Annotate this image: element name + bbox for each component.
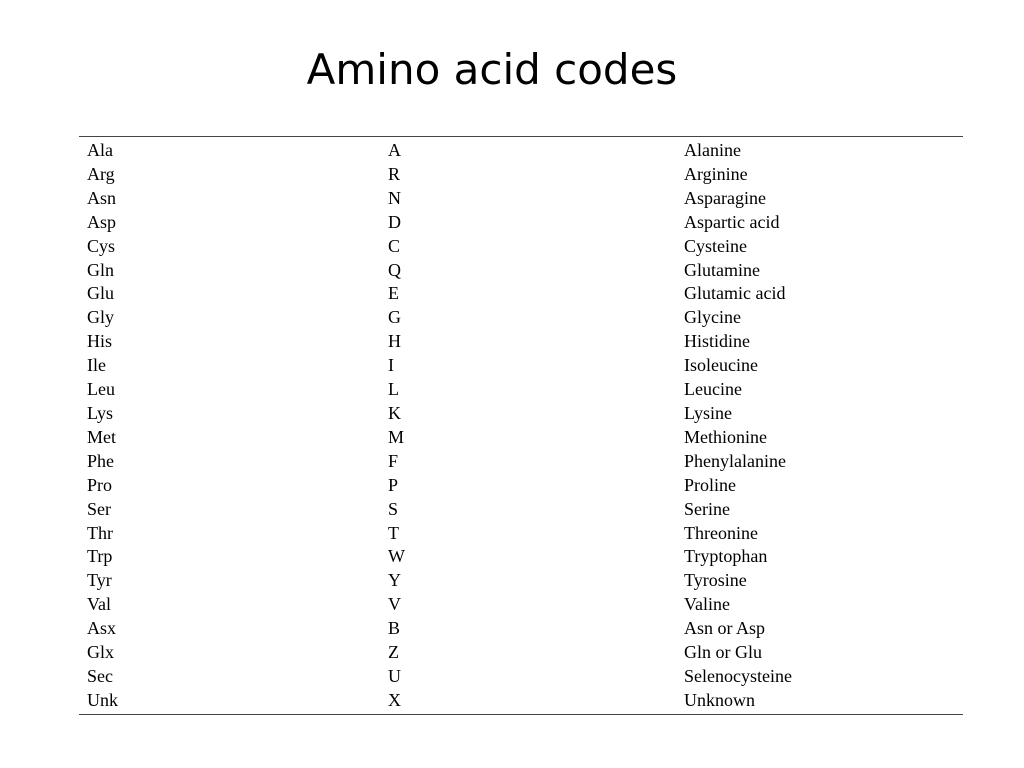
three-letter-code: Unk <box>87 689 118 710</box>
one-letter-code: W <box>388 546 405 567</box>
three-letter-code: Trp <box>87 546 113 567</box>
one-letter-code: A <box>388 140 401 160</box>
one-letter-code: S <box>388 498 399 519</box>
one-letter-code: Q <box>388 259 401 280</box>
one-letter-code: C <box>388 235 401 256</box>
one-letter-code: G <box>388 307 401 328</box>
table-row <box>79 498 963 522</box>
table-row <box>79 545 963 569</box>
one-letter-code: U <box>388 665 401 686</box>
one-letter-code: L <box>388 379 399 400</box>
amino-acid-name: Histidine <box>684 331 750 352</box>
three-letter-code: Lys <box>87 402 114 423</box>
table-row <box>79 211 963 235</box>
table-row <box>79 665 963 689</box>
table-row <box>79 187 963 211</box>
table-row <box>79 641 963 665</box>
table-row <box>79 354 963 378</box>
table-row <box>79 569 963 593</box>
one-letter-code: N <box>388 187 401 208</box>
amino-acid-name: Proline <box>684 474 736 495</box>
table-row <box>79 282 963 306</box>
amino-acid-name: Glycine <box>684 307 741 328</box>
table-row <box>79 593 963 617</box>
three-letter-code: Gln <box>87 259 114 280</box>
three-letter-code: Thr <box>87 522 113 543</box>
amino-acid-name: Leucine <box>684 379 742 400</box>
amino-acid-name: Serine <box>684 498 730 519</box>
amino-acid-name: Lysine <box>684 402 732 423</box>
amino-acid-name: Glutamine <box>684 259 760 280</box>
table-row <box>79 235 963 259</box>
one-letter-code: M <box>388 426 405 447</box>
table-row <box>79 474 963 498</box>
three-letter-code: Ala <box>87 140 113 160</box>
three-letter-code: Tyr <box>87 570 112 591</box>
amino-acid-name: Asparagine <box>684 187 766 208</box>
table-row <box>79 522 963 546</box>
amino-acid-name: Valine <box>684 594 730 615</box>
one-letter-code: P <box>388 474 399 495</box>
three-letter-code: Leu <box>87 379 115 400</box>
amino-acid-name: Cysteine <box>684 235 747 256</box>
table-row <box>79 163 963 187</box>
codes-table-body <box>79 137 963 715</box>
table-row <box>79 306 963 330</box>
three-letter-code: Ser <box>87 498 111 519</box>
amino-acid-name: Tryptophan <box>684 546 768 567</box>
amino-acid-name: Isoleucine <box>684 355 758 376</box>
table-row <box>79 378 963 402</box>
amino-acid-codes-table <box>79 136 963 715</box>
amino-acid-name: Selenocysteine <box>684 665 792 686</box>
three-letter-code: Val <box>87 594 111 615</box>
amino-acid-name: Phenylalanine <box>684 450 786 471</box>
three-letter-code: Cys <box>87 235 116 256</box>
three-letter-code: Pro <box>87 474 113 495</box>
one-letter-code: E <box>388 283 399 304</box>
one-letter-code: Y <box>388 570 401 591</box>
three-letter-code: Glx <box>87 642 114 663</box>
amino-acid-name: Arginine <box>684 163 748 184</box>
three-letter-code: Gly <box>87 307 114 328</box>
three-letter-code: Glu <box>87 283 114 304</box>
one-letter-code: R <box>388 163 401 184</box>
amino-acid-name: Tyrosine <box>684 570 747 591</box>
table-row <box>79 402 963 426</box>
table-row <box>79 259 963 283</box>
three-letter-code: Met <box>87 426 116 447</box>
amino-acid-name: Asn or Asp <box>684 618 766 639</box>
three-letter-code: Phe <box>87 450 114 471</box>
amino-acid-name: Gln or Glu <box>684 642 762 663</box>
slide-title: Amino acid codes <box>306 45 678 94</box>
table-row <box>79 450 963 474</box>
amino-acid-name: Unknown <box>684 689 755 710</box>
one-letter-code: D <box>388 211 401 232</box>
table-row <box>79 426 963 450</box>
one-letter-code: T <box>388 522 399 543</box>
table-row <box>79 330 963 354</box>
one-letter-code: H <box>388 331 401 352</box>
three-letter-code: Sec <box>87 665 113 686</box>
three-letter-code: Asx <box>87 618 117 639</box>
three-letter-code: Asn <box>87 187 117 208</box>
table-row <box>79 617 963 641</box>
amino-acid-name: Glutamic acid <box>684 283 786 304</box>
amino-acid-name: Methionine <box>684 426 767 447</box>
one-letter-code: X <box>388 689 401 710</box>
three-letter-code: His <box>87 331 113 352</box>
three-letter-code: Asp <box>87 211 117 232</box>
amino-acid-name: Aspartic acid <box>684 211 780 232</box>
one-letter-code: F <box>388 450 399 471</box>
one-letter-code: B <box>388 618 401 639</box>
three-letter-code: Ile <box>87 355 106 376</box>
three-letter-code: Arg <box>87 163 115 184</box>
one-letter-code: K <box>388 402 401 423</box>
amino-acid-name: Threonine <box>684 522 758 543</box>
one-letter-code: Z <box>388 642 399 663</box>
one-letter-code: I <box>388 355 394 376</box>
table-row <box>79 689 963 714</box>
amino-acid-name: Alanine <box>684 140 741 160</box>
one-letter-code: V <box>388 594 401 615</box>
table-row <box>79 137 963 163</box>
